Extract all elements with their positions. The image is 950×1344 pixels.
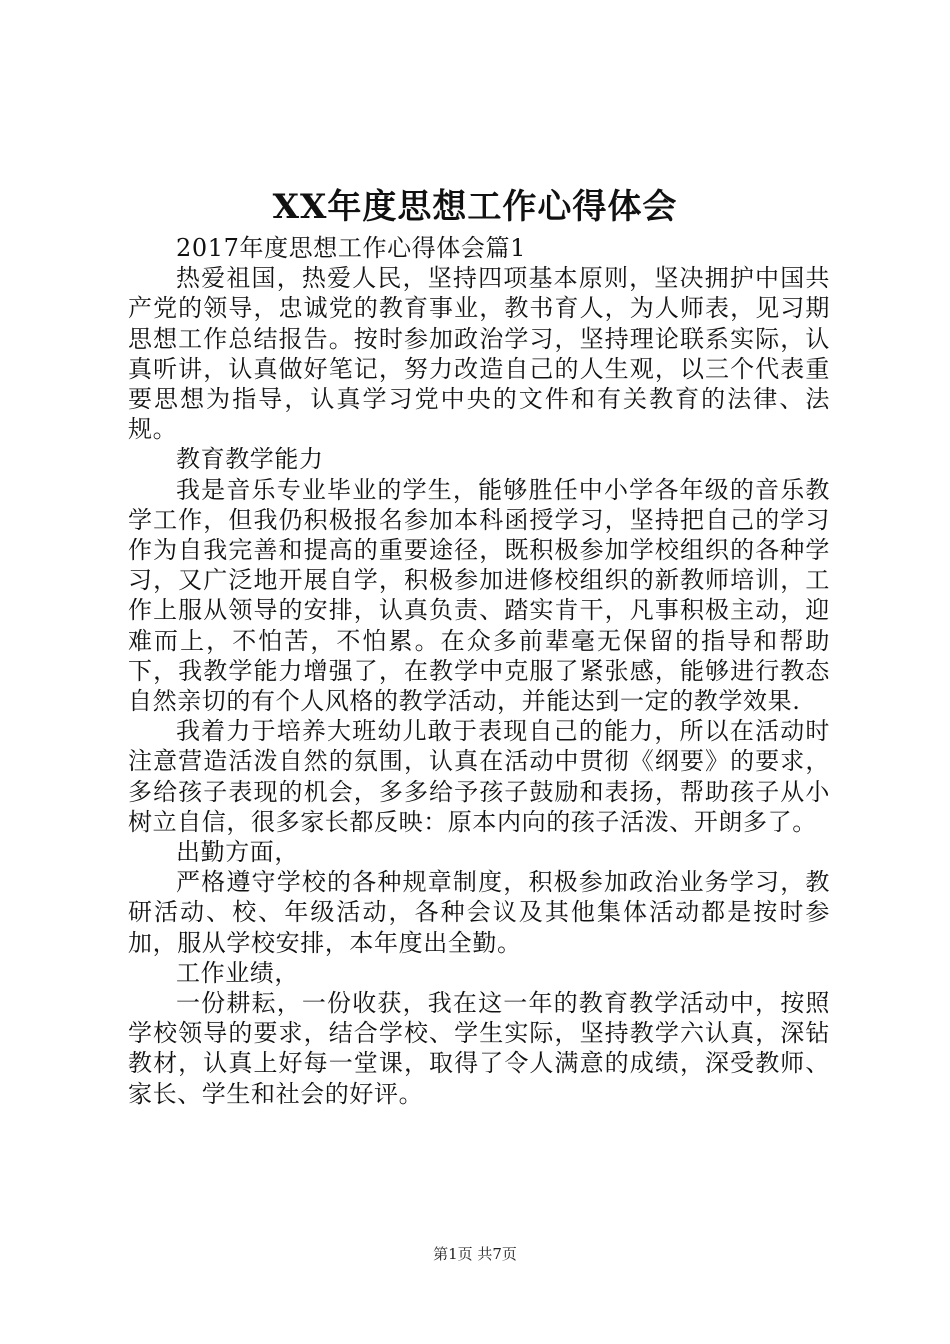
body-paragraph: 一份耕耘，一份收获，我在这一年的教育教学活动中，按照学校领导的要求，结合学校、学生实际，坚持教学六认真，深钻教材，认真上好每一堂课，取得了令人满意的成绩，深受教师、家长、学生和社会的好评。 [128,989,830,1108]
body-paragraph: 我是音乐专业毕业的学生，能够胜任中小学各年级的音乐教学工作，但我仍积极报名参加本科函授学习，坚持把自己的学习作为自我完善和提高的重要途径，既积极参加学校组织的各种学习，又广泛地开展自学，积极参加进修校组织的新教师培训，工作上服从领导的安排，认真负责、踏实肯干，凡事积极主动，迎难而上，不怕苦，不怕累。在众多前辈毫无保留的指导和帮助下，我教学能力增强了，在教学中克服了紧张感，能够进行教态自然亲切的有个人风格的教学活动，并能达到一定的教学效果. [128,475,830,716]
section-heading: 出勤方面， [176,838,299,867]
section-heading: 2017年度思想工作心得体会篇1 [176,234,526,262]
page-number-footer: 第1页 共7页 [433,1245,517,1263]
body-paragraph: 热爱祖国，热爱人民，坚持四项基本原则，坚决拥护中国共产党的领导，忠诚党的教育事业，教书育人，为人师表，见习期思想工作总结报告。按时参加政治学习，坚持理论联系实际，认真听讲，认真做好笔记，努力改造自己的人生观，以三个代表重要思想为指导，认真学习党中央的文件和有关教育的法律、法规。 [128,264,830,444]
section-heading: 教育教学能力 [176,445,324,474]
document-title: XX年度思想工作心得体会 [272,187,678,227]
body-paragraph: 我着力于培养大班幼儿敢于表现自己的能力，所以在活动时注意营造活泼自然的氛围，认真在活动中贯彻《纲要》的要求，多给孩子表现的机会，多多给予孩子鼓励和表扬，帮助孩子从小树立自信，很多家长都反映：原本内向的孩子活泼、开朗多了。 [128,717,830,836]
section-heading: 工作业绩， [176,958,299,987]
body-paragraph: 严格遵守学校的各种规章制度，积极参加政治业务学习，教研活动、校、年级活动，各种会议及其他集体活动都是按时参加，服从学校安排，本年度出全勤。 [128,868,830,957]
document-body [128,233,830,1109]
